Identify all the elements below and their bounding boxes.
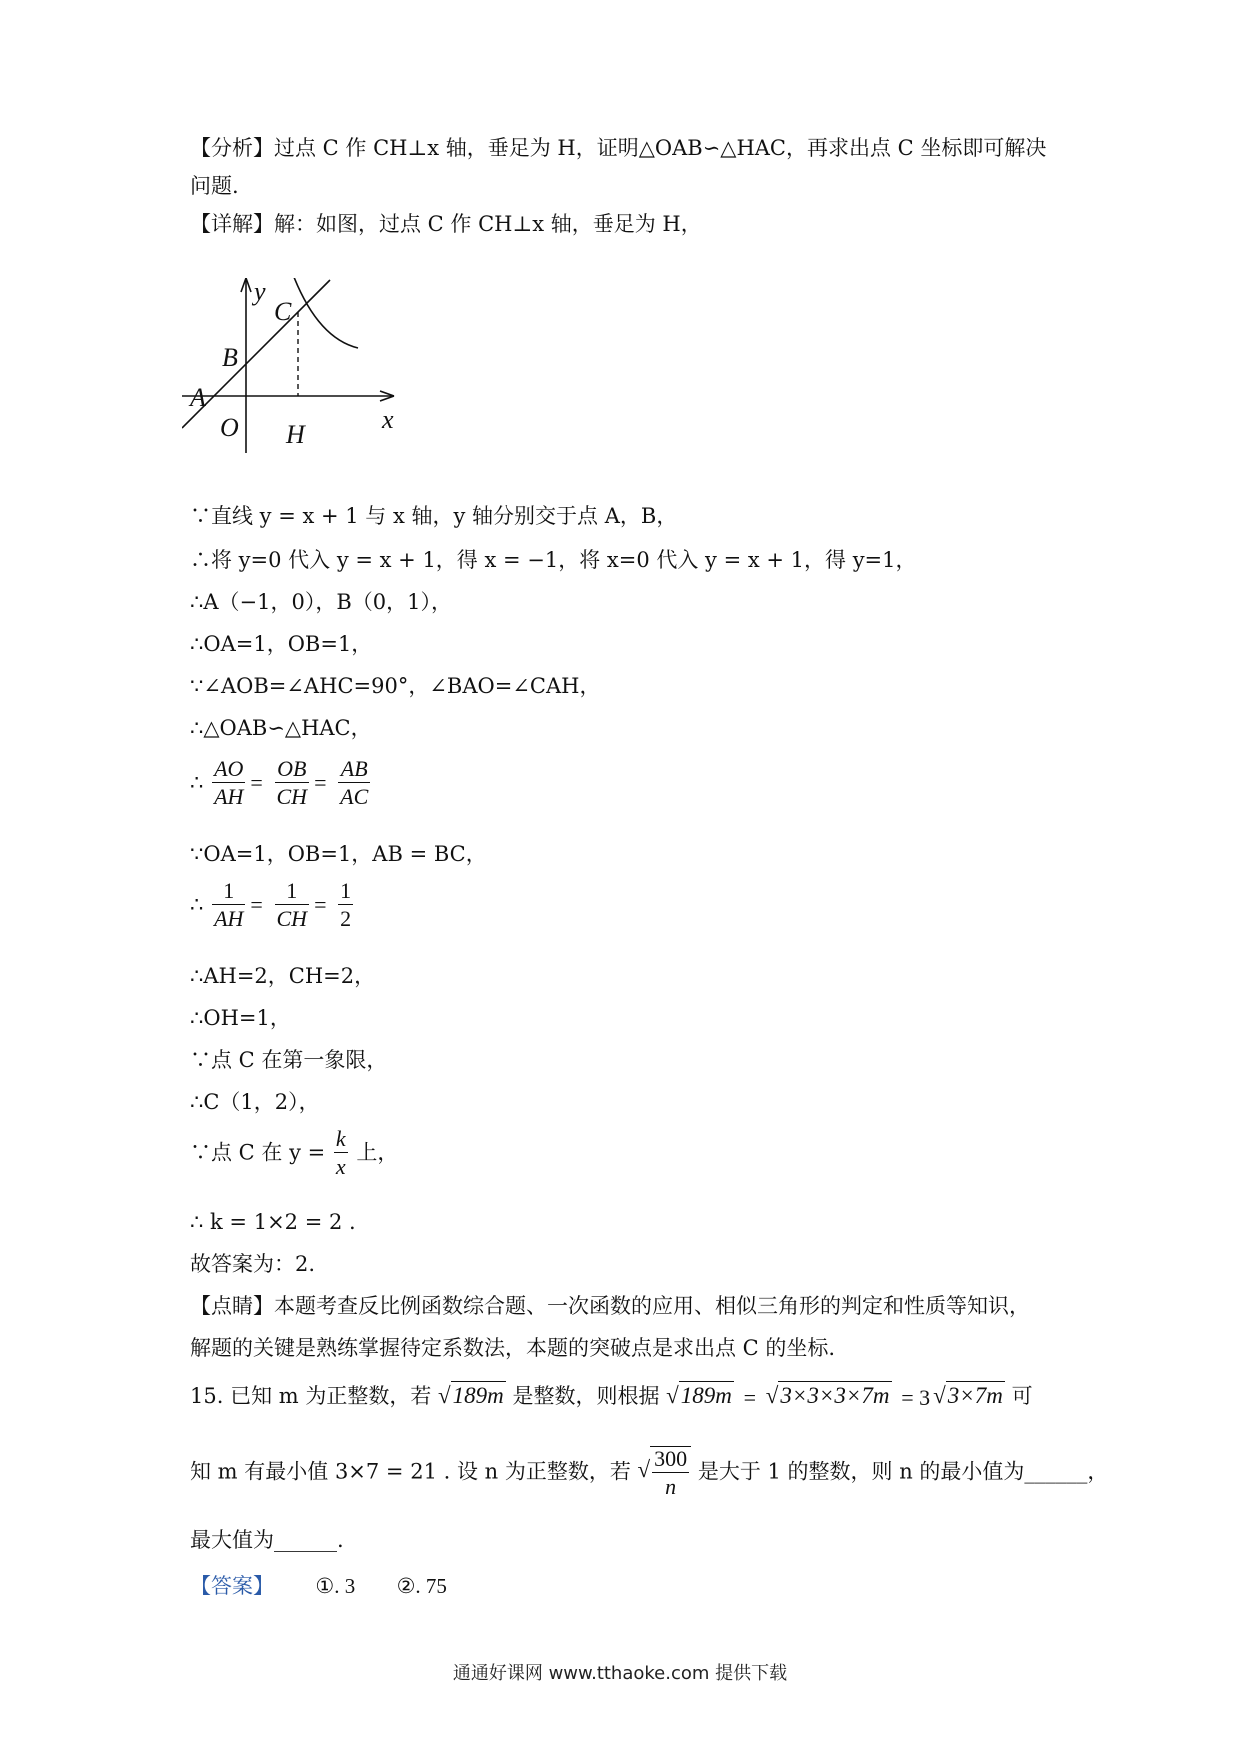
final-answer: 故答案为：2. — [190, 1252, 316, 1276]
answer-tag: 【答案】 — [190, 1574, 274, 1598]
answer-1: ①. 3 — [315, 1574, 356, 1598]
label-b: B — [222, 343, 238, 372]
sqrt-3x3x3x7m: √3×3×3×7m — [765, 1383, 890, 1408]
sqrt-189m-b: √189m — [666, 1383, 732, 1408]
analysis-line-2: 问题. — [190, 174, 239, 198]
coordinate-figure — [182, 278, 402, 453]
q15-line-2: 知 m 有最小值 3×7 = 21 . 设 n 为正整数，若 √ $\frac{300}{n}$ 是大于 1 的整数，则 n 的最小值为______， — [190, 1446, 1109, 1499]
step-11: ∴OH=1， — [190, 1006, 291, 1030]
footer-watermark: 通通好课网 www.tthaoke.com 提供下载 — [452, 1663, 788, 1684]
comment-line-1: 【点睛】本题考查反比例函数综合题、一次函数的应用、相似三角形的判定和性质等知识， — [190, 1294, 1030, 1318]
label-o: O — [220, 413, 239, 442]
sqrt-300-over-n: √ $\frac{300}{n}$ — [638, 1457, 692, 1482]
analysis-line-1: 【分析】过点 C 作 CH⊥x 轴，垂足为 H，证明△OAB∽△HAC，再求出点 C 坐标即可解决 — [190, 136, 1047, 160]
step-10: ∴AH=2，CH=2， — [190, 964, 376, 988]
label-y: y — [254, 278, 266, 306]
detail-intro: 【详解】解：如图，过点 C 作 CH⊥x 轴，垂足为 H， — [190, 212, 702, 236]
fraction-1-ah: $\frac{1}{AH}$ — [214, 878, 244, 931]
fraction-ab-ac: $\frac{AB}{AC}$ — [340, 756, 369, 809]
step-8: ∵OA=1，OB=1，AB = BC， — [190, 842, 487, 866]
step-14: ∵点 C 在 y = $\frac{k}{x}$ 上， — [190, 1126, 399, 1179]
fraction-1-ch: $\frac{1}{CH}$ — [276, 878, 308, 931]
hyperbola-curve — [292, 278, 358, 348]
answer-row — [190, 1576, 447, 1597]
step-ratio-1: ∴ $\frac{AO}{AH}$ = $\frac{OB}{CH}$ = $\frac{AB}{AC}$ — [190, 756, 369, 809]
comment-line-2: 解题的关键是熟练掌握待定系数法，本题的突破点是求出点 C 的坐标. — [190, 1336, 836, 1360]
step-16: ∴ k = 1×2 = 2 . — [190, 1210, 356, 1234]
step-3: ∴A（−1，0），B（0，1）， — [190, 590, 452, 614]
step-6: ∴△OAB∽△HAC， — [190, 716, 372, 740]
fraction-1-2: $\frac{1}{2}$ — [340, 878, 352, 931]
fraction-k-x: $\frac{k}{x}$ — [335, 1126, 346, 1179]
label-h: H — [286, 420, 305, 449]
step-2: ∴将 y=0 代入 y = x + 1，得 x = −1，将 x=0 代入 y = x + 1，得 y=1， — [190, 548, 917, 572]
answer-2: ②. 75 — [396, 1574, 447, 1598]
sqrt-3x7m: √3×7m — [933, 1383, 1003, 1408]
step-1: ∵直线 y = x + 1 与 x 轴，y 轴分别交于点 A，B， — [190, 504, 678, 528]
label-c: C — [274, 297, 292, 326]
step-4: ∴OA=1，OB=1， — [190, 632, 373, 656]
label-x: x — [382, 405, 394, 434]
fraction-ao-ah: $\frac{AO}{AH}$ — [214, 756, 244, 809]
step-12: ∵点 C 在第一象限， — [190, 1048, 388, 1072]
label-a: A — [190, 383, 206, 412]
fraction-ob-ch: $\frac{OB}{CH}$ — [276, 756, 308, 809]
q15-line-1: 15. 已知 m 为正整数，若 √189m 是整数，则根据 √189m = √3×3×3×7m = 3 √3×7m 可 — [190, 1383, 1033, 1410]
step-ratio-2: ∴ $\frac{1}{AH}$ = $\frac{1}{CH}$ = $\frac{1}{2}$ — [190, 878, 352, 931]
q15-line-3: 最大值为______. — [190, 1528, 344, 1552]
sqrt-189m-a: √189m — [438, 1383, 504, 1408]
step-5: ∵∠AOB=∠AHC=90°，∠BAO=∠CAH， — [190, 674, 601, 698]
step-13: ∴C（1，2）， — [190, 1090, 320, 1114]
